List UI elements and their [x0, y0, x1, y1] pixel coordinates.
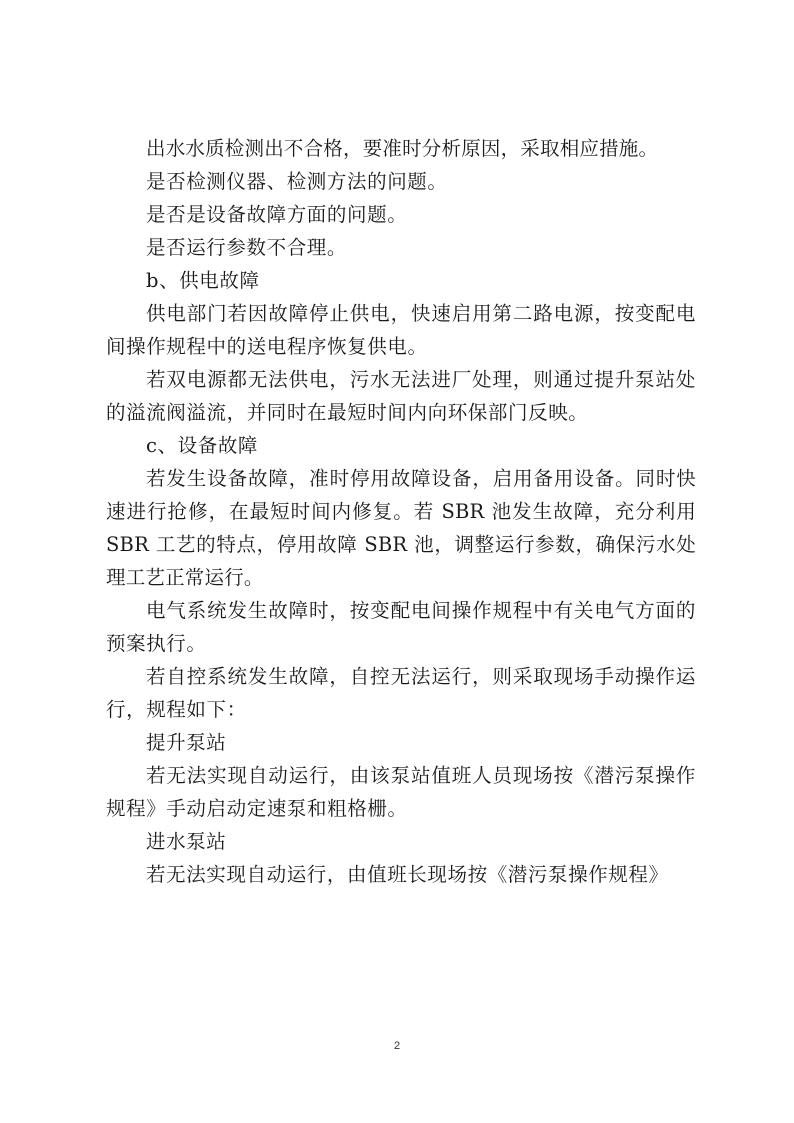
paragraph: 是否运行参数不合理。	[146, 236, 348, 259]
paragraph: 若自控系统发生故障，自控无法运行，则采取现场手动操作运行，规程如下：	[106, 665, 696, 721]
paragraph: 是否是设备故障方面的问题。	[146, 203, 408, 226]
paragraph: 若无法实现自动运行，由值班长现场按《潜污泵操作规程》	[146, 863, 669, 886]
paragraph: 供电部门若因故障停止供电，快速启用第二路电源，按变配电间操作规程中的送电程序恢复供电。	[106, 302, 696, 358]
section-heading: c、设备故障	[146, 434, 259, 457]
paragraph: 电气系统发生故障时，按变配电间操作规程中有关电气方面的预案执行。	[106, 599, 696, 655]
subheading: 进水泵站	[146, 830, 227, 853]
subheading: 提升泵站	[146, 731, 227, 754]
paragraph: 若发生设备故障，准时停用故障设备，启用备用设备。同时快速进行抢修，在最短时间内修复。若 SBR 池发生故障，充分利用 SBR 工艺的特点，停用故障 SBR 池，调整运行参数，确保污水处理工艺正常运行。	[106, 467, 696, 589]
paragraph: 出水水质检测出不合格，要准时分析原因，采取相应措施。	[146, 137, 659, 160]
paragraph: 若双电源都无法供电，污水无法进厂处理，则通过提升泵站处的溢流阀溢流，并同时在最短时间内向环保部门反映。	[106, 368, 696, 424]
section-heading: b、供电故障	[146, 269, 260, 292]
paragraph: 若无法实现自动运行，由该泵站值班人员现场按《潜污泵操作规程》手动启动定速泵和粗格栅。	[106, 764, 696, 820]
paragraph: 是否检测仪器、检测方法的问题。	[146, 170, 448, 193]
document-body	[106, 132, 696, 891]
page-number: 2	[393, 1040, 401, 1052]
